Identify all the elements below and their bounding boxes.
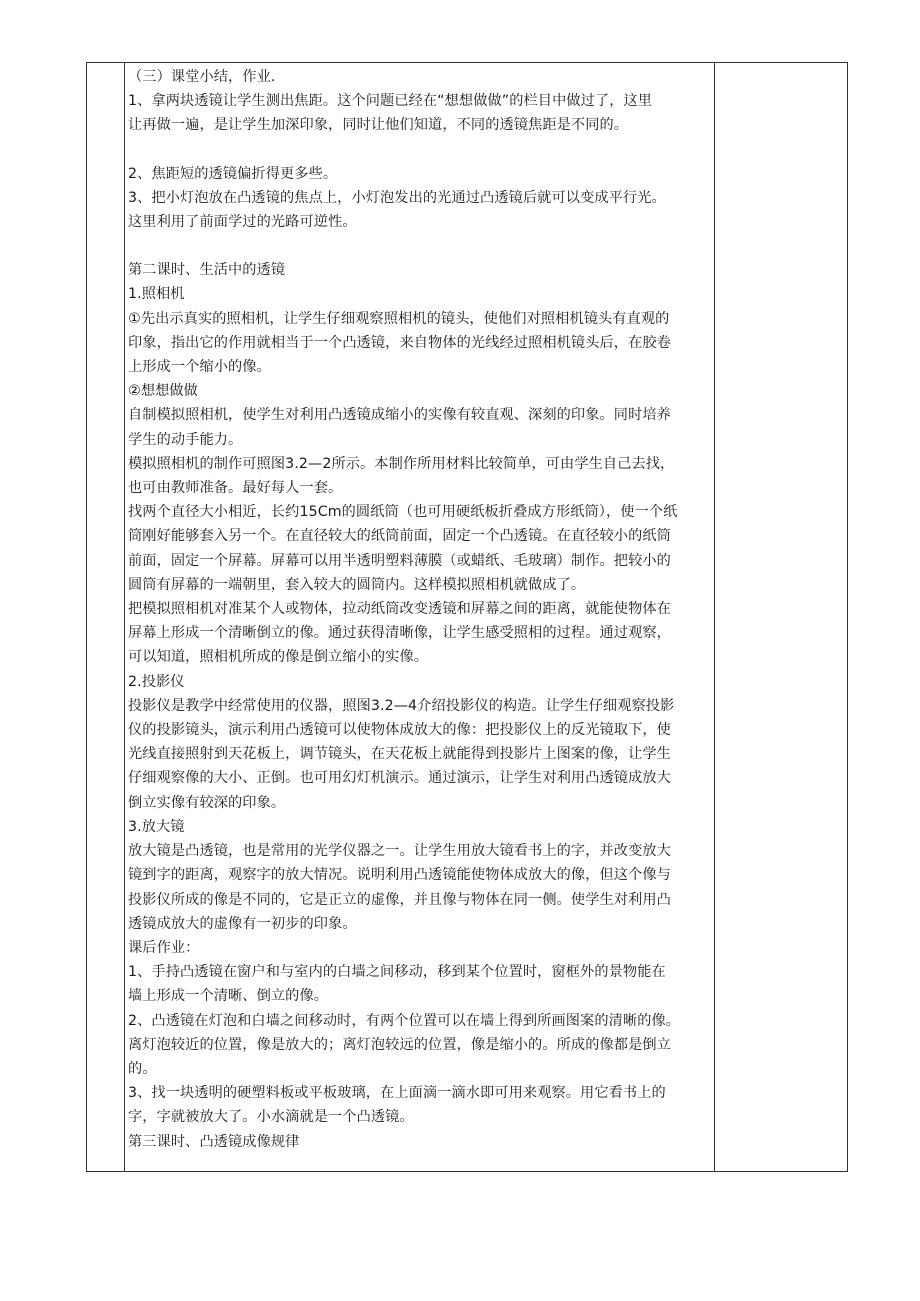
text-line: 镜到字的距离，观察字的放大情况。说明利用凸透镜能使物体成放大的像，但这个像与 (128, 867, 671, 884)
lesson-content-cell (125, 63, 713, 1154)
text-line: 离灯泡较近的位置，像是放大的；离灯泡较远的位置，像是缩小的。所成的像都是倒立 (128, 1036, 671, 1053)
text-line: 第三课时、凸透镜成像规律 (128, 1133, 300, 1150)
text-line: 课后作业： (128, 939, 200, 956)
text-line: 投影仪所成的像是不同的，它是正立的虚像，并且像与物体在同一侧。使学生对利用凸 (128, 891, 671, 908)
right-column-divider (714, 63, 715, 1171)
text-line: 圆筒有屏幕的一端朝里，套入较大的圆筒内。这样模拟照相机就做成了。 (128, 576, 586, 593)
text-line: 学生的动手能力。 (128, 431, 243, 448)
text-line: 找两个直径大小相近，长约15Cm的圆纸筒（也可用硬纸板折叠成方形纸筒），使一个纸 (128, 504, 678, 521)
text-line: 屏幕上形成一个清晰倒立的像。通过获得清晰像，让学生感受照相的过程。通过观察， (128, 625, 671, 642)
text-line: 2.投影仪 (128, 673, 185, 690)
text-line: 3、找一块透明的硬塑料板或平板玻璃，在上面滴一滴水即可用来观察。用它看书上的 (128, 1085, 666, 1102)
text-line: 可以知道，照相机所成的像是倒立缩小的实像。 (128, 649, 429, 666)
text-line: 筒刚好能够套入另一个。在直径较大的纸筒前面，固定一个凸透镜。在直径较小的纸筒 (128, 528, 671, 545)
paragraph-gap (128, 234, 710, 258)
text-line: 1.照相机 (128, 286, 185, 303)
text-line: 投影仪是教学中经常使用的仪器，照图3.2—4介绍投影仪的构造。让学生仔细观察投影 (128, 697, 675, 714)
text-line: 3.放大镜 (128, 818, 185, 835)
text-line: 模拟照相机的制作可照图3.2—2所示。本制作所用材料比较简单，可由学生自己去找， (128, 455, 675, 472)
text-line: 放大镜是凸透镜，也是常用的光学仪器之一。让学生用放大镜看书上的字，并改变放大 (128, 843, 671, 860)
text-line: 倒立实像有较深的印象。 (128, 794, 286, 811)
text-line: 1、拿两块透镜让学生测出焦距。这个问题已经在“想想做做”的栏目中做过了，这里 (128, 93, 653, 110)
text-line: 把模拟照相机对准某个人或物体，拉动纸筒改变透镜和屏幕之间的距离，就能使物体在 (128, 601, 671, 618)
text-line: 也可由教师准备。最好每人一套。 (128, 480, 343, 497)
text-line: 印象，指出它的作用就相当于一个凸透镜，来自物体的光线经过照相机镜头后，在胶卷 (128, 334, 671, 351)
lesson-plan-table (86, 62, 848, 1172)
text-line: 第二课时、生活中的透镜 (128, 262, 286, 279)
text-line: 1、手持凸透镜在窗户和与室内的白墙之间移动，移到某个位置时，窗框外的景物能在 (128, 964, 666, 981)
text-line: 自制模拟照相机，使学生对利用凸透镜成缩小的实像有较直观、深刻的印象。同时培养 (128, 407, 671, 424)
text-line: 2、焦距短的透镜偏折得更多些。 (128, 165, 338, 182)
text-line: 的。 (128, 1060, 157, 1077)
text-line: （三）课堂小结，作业. (128, 69, 276, 85)
text-line: 仔细观察像的大小、正倒。也可用幻灯机演示。通过演示，让学生对利用凸透镜成放大 (128, 770, 671, 787)
paragraph-gap (128, 138, 710, 162)
text-line: 上形成一个缩小的像。 (128, 359, 271, 376)
text-line: ②想想做做 (128, 383, 198, 400)
text-line: ①先出示真实的照相机，让学生仔细观察照相机的镜头，使他们对照相机镜头有直观的 (128, 310, 670, 327)
text-line: 光线直接照射到天花板上，调节镜头，在天花板上就能得到投影片上图案的像，让学生 (128, 746, 671, 763)
text-line: 前面，固定一个屏幕。屏幕可以用半透明塑料薄膜（或蜡纸、毛玻璃）制作。把较小的 (128, 552, 671, 569)
text-line: 仪的投影镜头，演示利用凸透镜可以使物体成放大的像：把投影仪上的反光镜取下，使 (128, 722, 671, 739)
text-line: 墙上形成一个清晰、倒立的像。 (128, 988, 329, 1005)
text-line: 让再做一遍，是让学生加深印象，同时让他们知道，不同的透镜焦距是不同的。 (128, 117, 629, 134)
text-line: 字，字就被放大了。小水滴就是一个凸透镜。 (128, 1109, 414, 1126)
text-line: 这里利用了前面学过的光路可逆性。 (128, 214, 357, 231)
text-line: 3、把小灯泡放在凸透镜的焦点上，小灯泡发出的光通过凸透镜后就可以变成平行光。 (128, 189, 666, 206)
text-line: 透镜成放大的虚像有一初步的印象。 (128, 915, 357, 932)
text-line: 2、凸透镜在灯泡和白墙之间移动时，有两个位置可以在墙上得到所画图案的清晰的像。 (128, 1012, 681, 1029)
